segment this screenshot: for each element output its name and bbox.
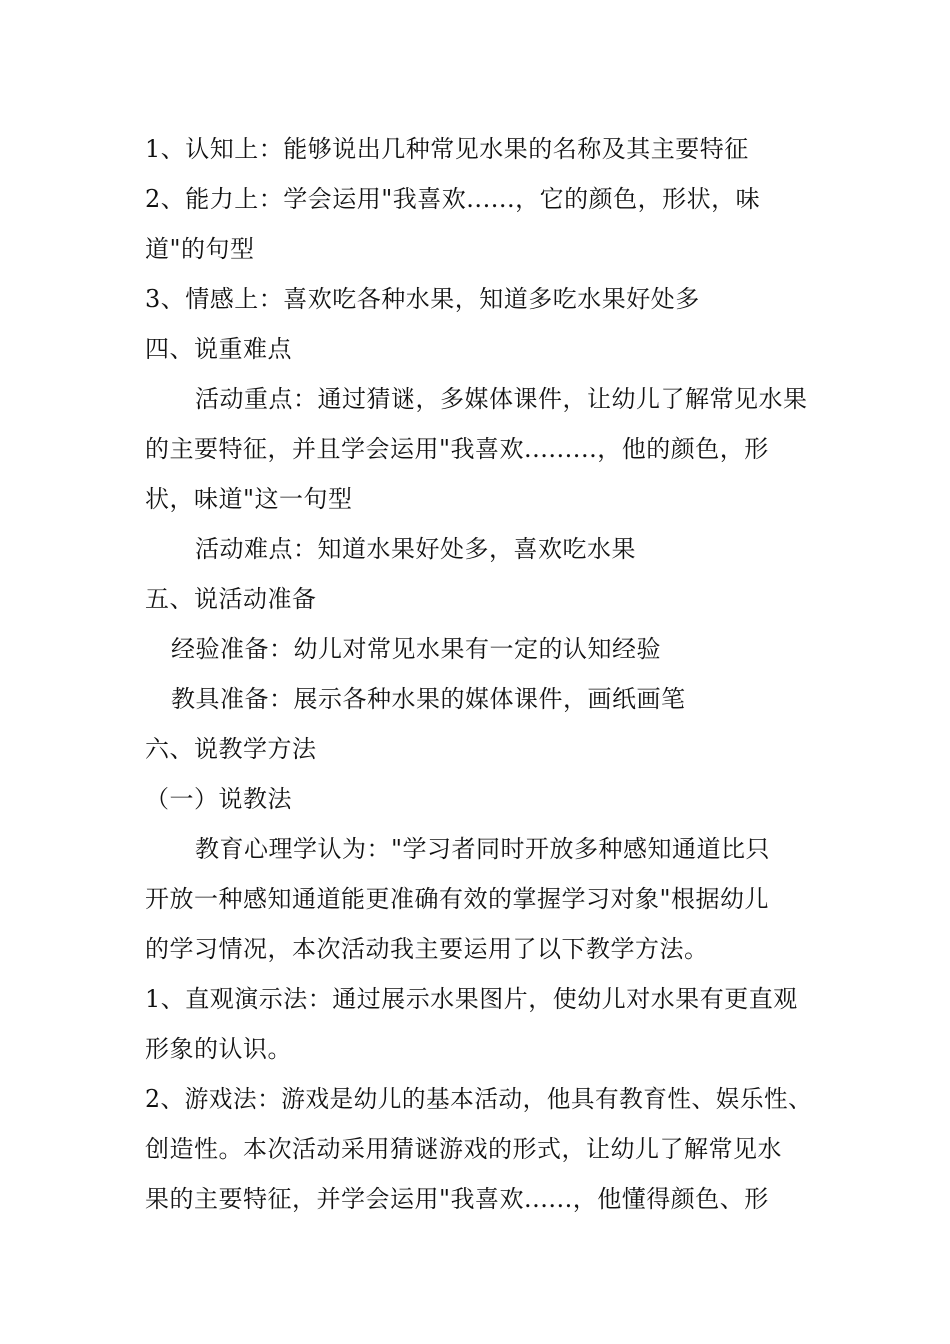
text-line: 开放一种感知通道能更准确有效的掌握学习对象"根据幼儿 <box>145 885 770 913</box>
text-line: 教育心理学认为："学习者同时开放多种感知通道比只 <box>195 835 771 863</box>
text-line: 活动重点：通过猜谜，多媒体课件，让幼儿了解常见水果 <box>195 385 808 413</box>
text-line: 2、能力上：学会运用"我喜欢......，它的颜色，形状，味 <box>145 185 761 213</box>
text-line: 经验准备：幼儿对常见水果有一定的认知经验 <box>171 635 661 663</box>
subsection-heading: （一）说教法 <box>145 785 292 813</box>
text-line: 状，味道"这一句型 <box>145 485 353 513</box>
text-line: 形象的认识。 <box>145 1035 292 1063</box>
text-line: 的学习情况，本次活动我主要运用了以下教学方法。 <box>145 935 709 963</box>
text-line: 果的主要特征，并学会运用"我喜欢......，他懂得颜色、形 <box>145 1185 769 1213</box>
section-heading: 四、说重难点 <box>145 335 292 363</box>
text-line: 的主要特征，并且学会运用"我喜欢.........，他的颜色，形 <box>145 435 769 463</box>
text-line: 3、情感上：喜欢吃各种水果，知道多吃水果好处多 <box>145 285 700 313</box>
text-line: 教具准备：展示各种水果的媒体课件，画纸画笔 <box>171 685 686 713</box>
text-line: 2、游戏法：游戏是幼儿的基本活动，他具有教育性、娱乐性、 <box>145 1085 813 1113</box>
section-heading: 六、说教学方法 <box>145 735 317 763</box>
text-line: 1、直观演示法：通过展示水果图片，使幼儿对水果有更直观 <box>145 985 798 1013</box>
text-line: 道"的句型 <box>145 235 255 263</box>
text-line: 活动难点：知道水果好处多，喜欢吃水果 <box>195 535 636 563</box>
text-line: 1、认知上：能够说出几种常见水果的名称及其主要特征 <box>145 135 749 163</box>
section-heading: 五、说活动准备 <box>145 585 317 613</box>
text-line: 创造性。本次活动采用猜谜游戏的形式，让幼儿了解常见水 <box>145 1135 782 1163</box>
